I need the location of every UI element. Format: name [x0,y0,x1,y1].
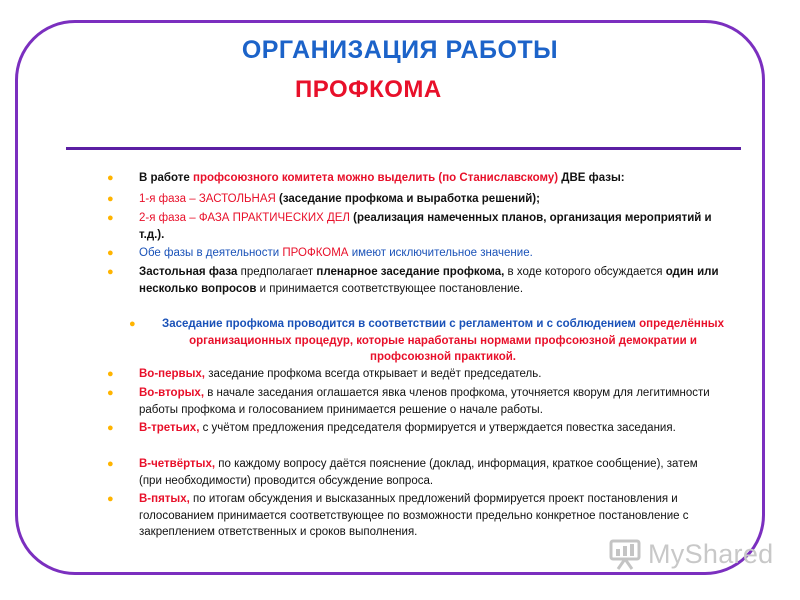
list-item: ● В работе профсоюзного комитета можно выделить (по Станиславскому) ДВЕ фазы: [139,170,719,187]
bullet-icon: ● [107,387,114,399]
bullet-icon: ● [107,172,114,184]
list-item: ● Обе фазы в деятельности ПРОФКОМА имеют исключительное значение. [139,245,719,262]
bullet-icon: ● [107,247,114,259]
list-item: ● Заседание профкома проводится в соответствии с регламентом и с соблюдением определённых организационных процедур, которые наработаны нормами профсоюзной демократии и профсоюзной практикой. [129,318,724,363]
bullet-icon: ● [107,193,114,205]
bullet-icon: ● [107,422,114,434]
list-item: ● В-четвёртых, по каждому вопросу даётся пояснение (доклад, информация, краткое сообщение), затем (при необходимости) проводится обсуждение вопроса. [107,458,698,487]
bullet-icon: ● [107,266,114,278]
bullet-icon: ● [107,493,114,505]
list-item: ● Во-вторых, в начале заседания оглашается явка членов профкома, уточняется кворум для легитимности работы профкома и голосованием принимается решение о начале работы. [107,387,710,416]
list-item: ● 1-я фаза – ЗАСТОЛЬНАЯ (заседание профкома и выработка решений); [139,191,719,208]
list-item: ● Застольная фаза предполагает пленарное заседание профкома, в ходе которого обсуждается один или несколько вопросов и принимается соответствующее постановление. [107,266,719,295]
bullet-icon: ● [107,212,114,224]
bullet-icon: ● [129,318,136,330]
list-item: ● Во-первых, заседание профкома всегда открывает и ведёт председатель. [139,366,719,383]
list-item: ● В-пятых, по итогам обсуждения и высказанных предложений формируется проект постановления и голосованием принимается соответствующее по возможности предельно конкретное постановление с закреплением ответственных и сроков выполнения. [107,493,689,538]
bullet-icon: ● [107,368,114,380]
myshared-logo[interactable] [608,536,773,572]
list-item: ● 2-я фаза – ФАЗА ПРАКТИЧЕСКИХ ДЕЛ (реализация намеченных планов, организация мероприятий и т.д.). [107,212,712,241]
title-line-1: ОРГАНИЗАЦИЯ РАБОТЫ [241,36,559,64]
logo-text: MyShared [648,538,774,569]
list-item: ● В-третьих, с учётом предложения председателя формируется и утверждается повестка заседания. [139,420,719,437]
bullet-icon: ● [107,458,114,470]
title-line-2: ПРОФКОМА [295,76,442,103]
presentation-board-icon [608,537,642,571]
